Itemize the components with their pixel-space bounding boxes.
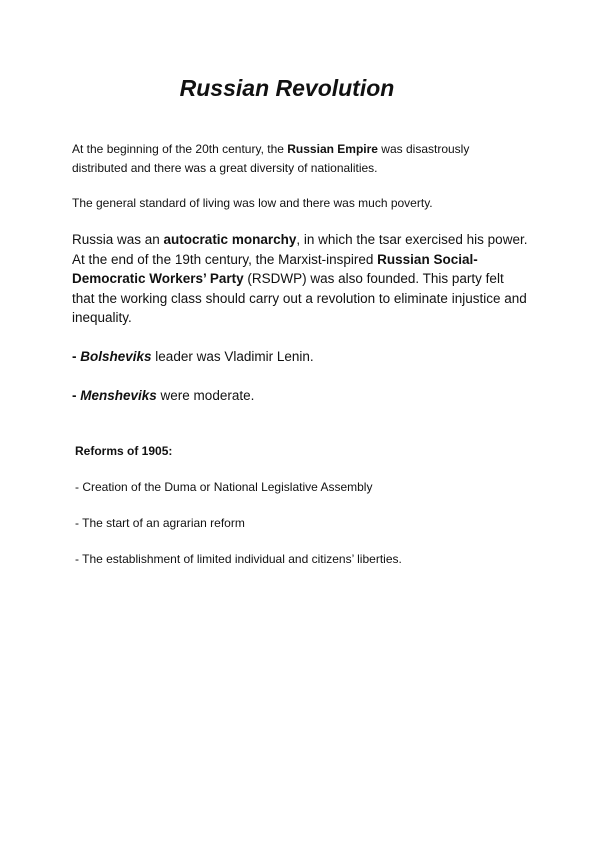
paragraph-intro-text-2: was disastrously distributed and there was a great diversity of nationalities.	[72, 142, 470, 175]
page-title: Russian Revolution	[179, 75, 395, 101]
paragraph-intro-text-1: At the beginning of the 20th century, the	[72, 142, 288, 156]
rsdwp-term: Russian Social-Democratic Workers’ Party	[72, 251, 478, 286]
paragraph-monarchy-text-3: (RSDWP) was also founded. This party felt that the working class should carry out a revolution to eliminate injustice and inequality.	[72, 271, 527, 325]
bolsheviks-line	[72, 347, 528, 367]
mensheviks-line	[72, 386, 528, 406]
paragraph-intro	[72, 140, 528, 178]
russian-empire-term: Russian Empire	[287, 142, 378, 156]
reform-item-liberties: - The establishment of limited individual and citizens’ liberties.	[75, 552, 402, 566]
mensheviks-prefix: -	[72, 388, 81, 403]
paragraph-monarchy-text-2: , in which the tsar exercised his power. At the end of the 19th century, the Marxist-inspired	[72, 232, 528, 267]
bolsheviks-term: Bolsheviks	[80, 349, 152, 364]
autocratic-monarchy-term: autocratic monarchy	[163, 232, 297, 247]
mensheviks-term: Mensheviks	[80, 388, 157, 403]
paragraph-monarchy-text-1: Russia was an	[72, 232, 164, 247]
reform-item-agrarian: - The start of an agrarian reform	[75, 516, 245, 530]
bolsheviks-prefix: -	[72, 349, 81, 364]
mensheviks-text: were moderate.	[156, 388, 255, 403]
paragraph-monarchy	[72, 230, 528, 328]
reform-item-duma: - Creation of the Duma or National Legislative Assembly	[75, 480, 373, 494]
paragraph-poverty: The general standard of living was low and there was much poverty.	[72, 196, 433, 210]
bolsheviks-text: leader was Vladimir Lenin.	[151, 349, 314, 364]
reforms-heading: Reforms of 1905:	[75, 444, 173, 458]
